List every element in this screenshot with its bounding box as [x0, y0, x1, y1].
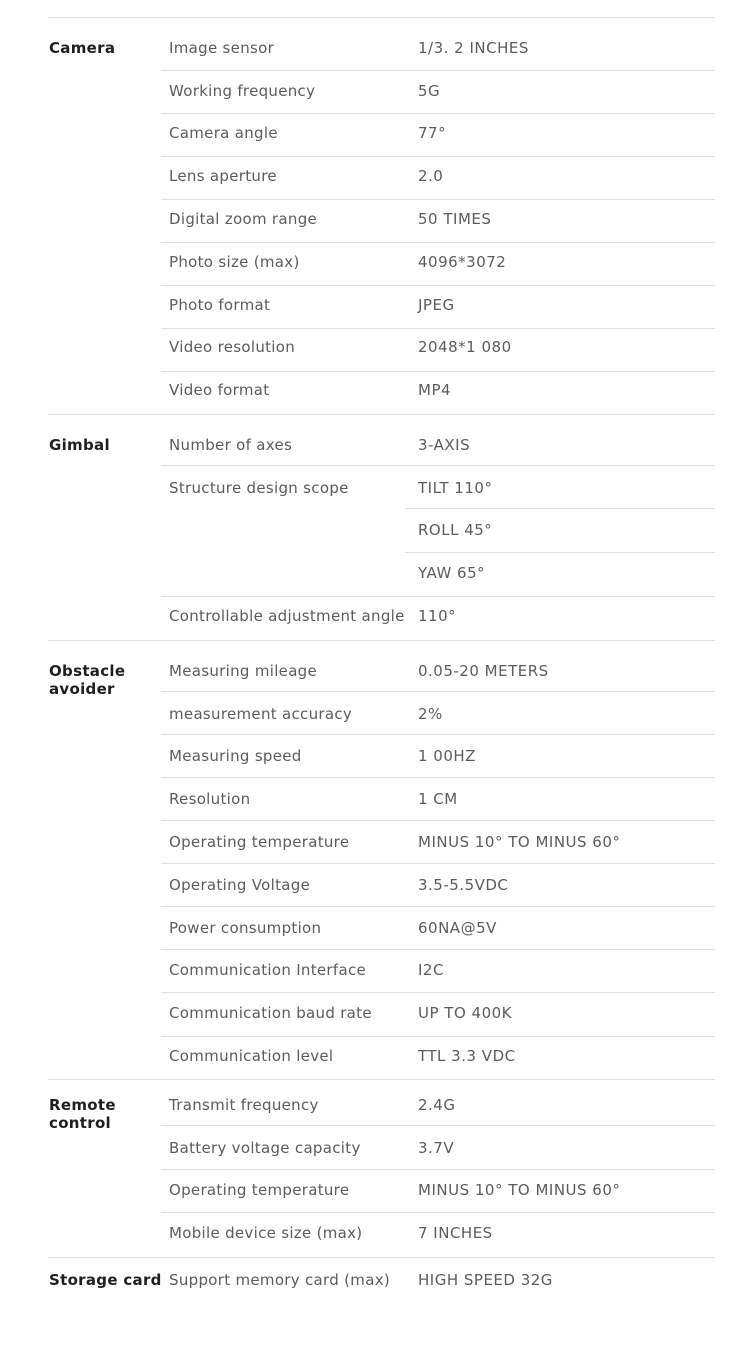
spec-value: 3.5-5.5VDC — [418, 876, 509, 894]
spec-label: Mobile device size (max) — [169, 1224, 363, 1242]
divider — [161, 70, 715, 71]
spec-label: Communication Interface — [169, 961, 367, 979]
spec-label: Number of axes — [169, 436, 293, 454]
divider — [161, 1036, 715, 1037]
spec-value: MP4 — [418, 381, 452, 399]
spec-label: Photo size (max) — [169, 253, 300, 271]
divider — [161, 285, 715, 286]
spec-label: Structure design scope — [169, 479, 349, 497]
divider — [161, 992, 715, 993]
spec-label: Operating temperature — [169, 833, 350, 851]
divider — [161, 156, 715, 157]
spec-value: MINUS 10° TO MINUS 60° — [418, 1181, 621, 1199]
divider — [161, 691, 715, 692]
spec-label: Measuring speed — [169, 747, 302, 765]
spec-value: 2048*1 080 — [418, 338, 512, 356]
divider — [161, 1125, 715, 1126]
spec-label: Photo format — [169, 296, 271, 314]
spec-value: 7 INCHES — [418, 1224, 493, 1242]
spec-value: TTL 3.3 VDC — [418, 1047, 516, 1065]
spec-value: 77° — [418, 124, 447, 142]
spec-value: 2.4G — [418, 1096, 456, 1114]
section-title-storage-card: Storage card — [49, 1271, 162, 1289]
spec-value: 1/3. 2 INCHES — [418, 39, 529, 57]
spec-label: Communication level — [169, 1047, 334, 1065]
spec-value: UP TO 400K — [418, 1004, 512, 1022]
spec-label: Image sensor — [169, 39, 275, 57]
spec-label: Operating temperature — [169, 1181, 350, 1199]
divider — [161, 777, 715, 778]
divider — [48, 414, 715, 415]
divider — [161, 906, 715, 907]
spec-label: measurement accuracy — [169, 705, 353, 723]
spec-value: 50 TIMES — [418, 210, 492, 228]
divider — [161, 242, 715, 243]
divider — [161, 199, 715, 200]
spec-value: 1 CM — [418, 790, 458, 808]
spec-value: 5G — [418, 82, 441, 100]
spec-label: Lens aperture — [169, 167, 277, 185]
divider — [161, 113, 715, 114]
spec-value: ROLL 45° — [418, 521, 493, 539]
divider — [161, 734, 715, 735]
spec-value: 2% — [418, 705, 443, 723]
divider — [161, 949, 715, 950]
spec-value: 4096*3072 — [418, 253, 507, 271]
divider — [161, 863, 715, 864]
spec-label: Measuring mileage — [169, 662, 318, 680]
section-title-camera: Camera — [49, 39, 116, 57]
spec-label: Video format — [169, 381, 270, 399]
section-title-remote-control: Remote control — [49, 1096, 116, 1132]
spec-value: 3.7V — [418, 1139, 455, 1157]
spec-value: 60NA@5V — [418, 919, 497, 937]
divider — [48, 17, 715, 18]
spec-label: Communication baud rate — [169, 1004, 372, 1022]
spec-label: Controllable adjustment angle — [169, 607, 405, 625]
spec-value: 1 00HZ — [418, 747, 476, 765]
divider — [48, 1079, 715, 1080]
divider — [405, 552, 715, 553]
divider — [161, 1212, 715, 1213]
divider — [48, 640, 715, 641]
spec-label: Support memory card (max) — [169, 1271, 391, 1289]
divider — [48, 1257, 715, 1258]
spec-label: Video resolution — [169, 338, 296, 356]
spec-label: Power consumption — [169, 919, 322, 937]
divider — [161, 465, 715, 466]
spec-value: YAW 65° — [418, 564, 486, 582]
divider — [161, 596, 715, 597]
divider — [405, 508, 715, 509]
spec-value: HIGH SPEED 32G — [418, 1271, 553, 1289]
spec-label: Camera angle — [169, 124, 278, 142]
section-title-obstacle-avoider: Obstacle avoider — [49, 662, 126, 698]
spec-label: Resolution — [169, 790, 251, 808]
spec-label: Digital zoom range — [169, 210, 318, 228]
spec-value: 110° — [418, 607, 457, 625]
spec-value: JPEG — [418, 296, 455, 314]
spec-label: Operating Voltage — [169, 876, 311, 894]
spec-label: Transmit frequency — [169, 1096, 319, 1114]
spec-value: I2C — [418, 961, 444, 979]
spec-label: Battery voltage capacity — [169, 1139, 361, 1157]
spec-value: 2.0 — [418, 167, 444, 185]
divider — [161, 328, 715, 329]
divider — [161, 820, 715, 821]
section-title-gimbal: Gimbal — [49, 436, 110, 454]
divider — [161, 371, 715, 372]
spec-value: TILT 110° — [418, 479, 493, 497]
divider — [161, 1169, 715, 1170]
spec-label: Working frequency — [169, 82, 316, 100]
spec-value: 0.05-20 METERS — [418, 662, 549, 680]
spec-value: MINUS 10° TO MINUS 60° — [418, 833, 621, 851]
spec-value: 3-AXIS — [418, 436, 471, 454]
